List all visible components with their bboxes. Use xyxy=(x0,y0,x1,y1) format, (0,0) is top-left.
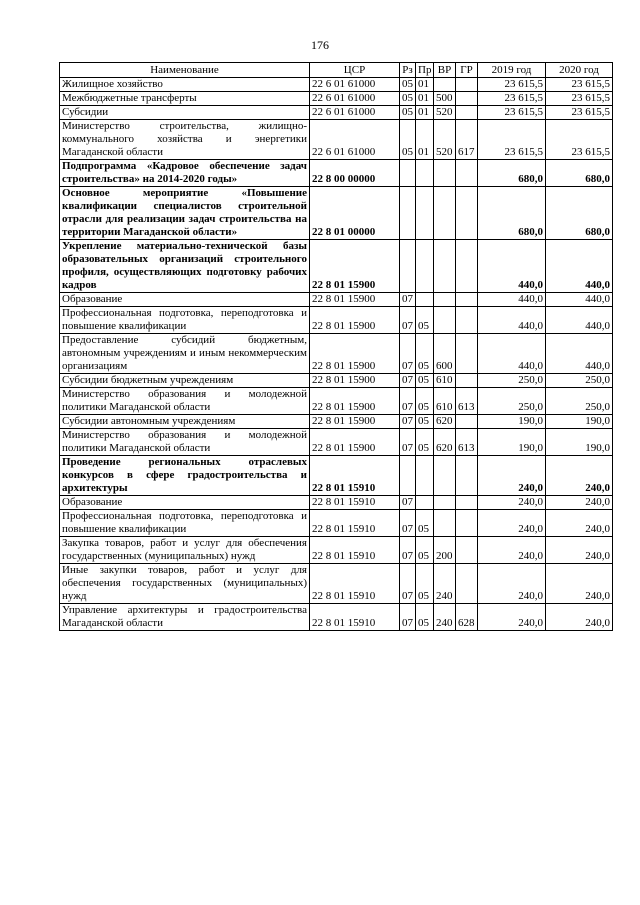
row-csr: 22 8 01 15910 xyxy=(310,510,400,537)
row-rz xyxy=(400,456,416,496)
row-2019: 240,0 xyxy=(478,564,546,604)
row-csr: 22 8 01 15900 xyxy=(310,334,400,374)
row-2019: 23 615,5 xyxy=(478,106,546,120)
row-2020: 240,0 xyxy=(546,510,613,537)
row-name: Управление архитектуры и градостроительства Магаданской области xyxy=(60,604,310,631)
row-gr xyxy=(456,564,478,604)
row-gr xyxy=(456,334,478,374)
row-2019: 440,0 xyxy=(478,240,546,293)
row-name: Предоставление субсидий бюджетным, автономным учреждениям и иным некоммерческим организациям xyxy=(60,334,310,374)
budget-table xyxy=(59,62,613,631)
row-2020: 240,0 xyxy=(546,537,613,564)
row-vr: 610 xyxy=(434,374,456,388)
row-name: Проведение региональных отраслевых конкурсов в сфере градостроительства и архитектуры xyxy=(60,456,310,496)
page-number: 176 xyxy=(311,38,329,52)
row-2020: 23 615,5 xyxy=(546,78,613,92)
table-row xyxy=(60,456,613,496)
row-2019: 440,0 xyxy=(478,334,546,374)
row-pr: 05 xyxy=(416,564,434,604)
row-vr: 200 xyxy=(434,537,456,564)
row-csr: 22 6 01 61000 xyxy=(310,92,400,106)
row-rz: 07 xyxy=(400,510,416,537)
row-name: Субсидии xyxy=(60,106,310,120)
row-csr: 22 8 01 15910 xyxy=(310,456,400,496)
header-gr: ГР xyxy=(456,63,478,78)
row-rz: 07 xyxy=(400,307,416,334)
row-csr: 22 8 01 15910 xyxy=(310,604,400,631)
row-rz: 07 xyxy=(400,334,416,374)
row-2019: 250,0 xyxy=(478,388,546,415)
table-row xyxy=(60,120,613,160)
row-vr xyxy=(434,456,456,496)
row-2020: 440,0 xyxy=(546,293,613,307)
header-vr: ВР xyxy=(434,63,456,78)
row-2019: 190,0 xyxy=(478,429,546,456)
row-vr xyxy=(434,496,456,510)
table-row xyxy=(60,240,613,293)
row-vr: 240 xyxy=(434,604,456,631)
row-2019: 240,0 xyxy=(478,604,546,631)
row-csr: 22 8 01 15910 xyxy=(310,537,400,564)
row-pr: 05 xyxy=(416,537,434,564)
table-row xyxy=(60,187,613,240)
row-2019: 680,0 xyxy=(478,187,546,240)
row-2020: 240,0 xyxy=(546,496,613,510)
table-row xyxy=(60,106,613,120)
row-pr xyxy=(416,187,434,240)
row-csr: 22 8 01 15900 xyxy=(310,374,400,388)
table-row xyxy=(60,496,613,510)
row-gr: 617 xyxy=(456,120,478,160)
row-2019: 440,0 xyxy=(478,307,546,334)
row-2019: 23 615,5 xyxy=(478,78,546,92)
row-rz xyxy=(400,240,416,293)
row-vr: 240 xyxy=(434,564,456,604)
row-2019: 240,0 xyxy=(478,510,546,537)
row-rz: 05 xyxy=(400,78,416,92)
row-2020: 680,0 xyxy=(546,160,613,187)
table-row xyxy=(60,78,613,92)
row-2020: 440,0 xyxy=(546,307,613,334)
row-csr: 22 8 01 15900 xyxy=(310,307,400,334)
row-gr xyxy=(456,374,478,388)
row-gr xyxy=(456,240,478,293)
header-name: Наименование xyxy=(60,63,310,78)
row-pr: 05 xyxy=(416,604,434,631)
table-row xyxy=(60,334,613,374)
row-gr xyxy=(456,456,478,496)
row-csr: 22 8 01 15910 xyxy=(310,496,400,510)
table-row xyxy=(60,374,613,388)
header-rz: Рз xyxy=(400,63,416,78)
row-2019: 680,0 xyxy=(478,160,546,187)
row-name: Подпрограмма «Кадровое обеспечение задач строительства» на 2014-2020 годы» xyxy=(60,160,310,187)
row-rz: 07 xyxy=(400,564,416,604)
row-pr: 05 xyxy=(416,374,434,388)
row-gr xyxy=(456,106,478,120)
row-name: Министерство строительства, жилищно-коммунального хозяйства и энергетики Магаданской области xyxy=(60,120,310,160)
row-pr: 05 xyxy=(416,307,434,334)
row-name: Образование xyxy=(60,496,310,510)
row-csr: 22 8 01 15900 xyxy=(310,388,400,415)
row-vr xyxy=(434,78,456,92)
row-pr: 05 xyxy=(416,415,434,429)
row-pr: 05 xyxy=(416,510,434,537)
row-rz xyxy=(400,187,416,240)
row-gr xyxy=(456,537,478,564)
row-csr: 22 6 01 61000 xyxy=(310,78,400,92)
row-2019: 23 615,5 xyxy=(478,92,546,106)
table-row xyxy=(60,307,613,334)
row-rz: 05 xyxy=(400,106,416,120)
header-2020: 2020 год xyxy=(546,63,613,78)
row-gr xyxy=(456,307,478,334)
row-pr: 05 xyxy=(416,334,434,374)
row-name: Министерство образования и молодежной политики Магаданской области xyxy=(60,429,310,456)
row-2020: 250,0 xyxy=(546,374,613,388)
row-rz xyxy=(400,160,416,187)
table-row xyxy=(60,429,613,456)
row-gr xyxy=(456,92,478,106)
row-2020: 680,0 xyxy=(546,187,613,240)
row-2020: 23 615,5 xyxy=(546,120,613,160)
row-csr: 22 8 01 15900 xyxy=(310,429,400,456)
row-2019: 250,0 xyxy=(478,374,546,388)
row-csr: 22 8 00 00000 xyxy=(310,160,400,187)
row-vr: 520 xyxy=(434,120,456,160)
row-gr xyxy=(456,160,478,187)
row-name: Субсидии бюджетным учреждениям xyxy=(60,374,310,388)
row-vr: 500 xyxy=(434,92,456,106)
row-rz: 05 xyxy=(400,92,416,106)
row-csr: 22 8 01 15900 xyxy=(310,415,400,429)
row-gr xyxy=(456,187,478,240)
row-rz: 07 xyxy=(400,293,416,307)
row-2019: 240,0 xyxy=(478,537,546,564)
row-rz: 05 xyxy=(400,120,416,160)
row-2020: 190,0 xyxy=(546,429,613,456)
row-name: Закупка товаров, работ и услуг для обеспечения государственных (муниципальных) нужд xyxy=(60,537,310,564)
row-gr: 613 xyxy=(456,388,478,415)
row-2020: 23 615,5 xyxy=(546,92,613,106)
row-name: Жилищное хозяйство xyxy=(60,78,310,92)
row-2020: 240,0 xyxy=(546,564,613,604)
row-gr xyxy=(456,293,478,307)
row-pr: 05 xyxy=(416,429,434,456)
row-name: Профессиональная подготовка, переподготовка и повышение квалификации xyxy=(60,307,310,334)
row-pr: 05 xyxy=(416,388,434,415)
row-2020: 240,0 xyxy=(546,456,613,496)
row-gr xyxy=(456,510,478,537)
table-row xyxy=(60,604,613,631)
row-gr: 628 xyxy=(456,604,478,631)
row-2020: 190,0 xyxy=(546,415,613,429)
row-vr: 610 xyxy=(434,388,456,415)
row-rz: 07 xyxy=(400,429,416,456)
row-vr xyxy=(434,240,456,293)
row-csr: 22 6 01 61000 xyxy=(310,120,400,160)
row-pr: 01 xyxy=(416,120,434,160)
row-csr: 22 6 01 61000 xyxy=(310,106,400,120)
row-name: Укрепление материально-технической базы образовательных организаций строительного профиля, осуществляющих подготовку рабочих кадров xyxy=(60,240,310,293)
row-rz: 07 xyxy=(400,415,416,429)
row-gr xyxy=(456,78,478,92)
row-vr: 620 xyxy=(434,429,456,456)
row-pr xyxy=(416,240,434,293)
table-header-row xyxy=(60,63,613,78)
row-name: Основное мероприятие «Повышение квалификации специалистов строительной отрасли для реализации задач строительства на территории Магаданской области» xyxy=(60,187,310,240)
row-pr xyxy=(416,160,434,187)
table-row xyxy=(60,92,613,106)
row-name: Субсидии автономным учреждениям xyxy=(60,415,310,429)
header-2019: 2019 год xyxy=(478,63,546,78)
row-name: Образование xyxy=(60,293,310,307)
row-pr xyxy=(416,496,434,510)
table-row xyxy=(60,537,613,564)
row-csr: 22 8 01 00000 xyxy=(310,187,400,240)
row-pr: 01 xyxy=(416,92,434,106)
row-vr xyxy=(434,293,456,307)
row-name: Межбюджетные трансферты xyxy=(60,92,310,106)
row-2020: 250,0 xyxy=(546,388,613,415)
row-name: Министерство образования и молодежной политики Магаданской области xyxy=(60,388,310,415)
table-row xyxy=(60,415,613,429)
row-pr xyxy=(416,456,434,496)
header-csr: ЦСР xyxy=(310,63,400,78)
row-2019: 240,0 xyxy=(478,496,546,510)
row-name: Иные закупки товаров, работ и услуг для обеспечения государственных (муниципальных) нужд xyxy=(60,564,310,604)
row-vr: 620 xyxy=(434,415,456,429)
row-vr xyxy=(434,187,456,240)
row-pr: 01 xyxy=(416,106,434,120)
row-rz: 07 xyxy=(400,537,416,564)
table-row xyxy=(60,388,613,415)
row-csr: 22 8 01 15910 xyxy=(310,564,400,604)
table-body xyxy=(60,78,613,631)
row-vr: 600 xyxy=(434,334,456,374)
row-csr: 22 8 01 15900 xyxy=(310,240,400,293)
row-2020: 240,0 xyxy=(546,604,613,631)
row-pr: 01 xyxy=(416,78,434,92)
row-rz: 07 xyxy=(400,374,416,388)
row-vr: 520 xyxy=(434,106,456,120)
row-vr xyxy=(434,307,456,334)
row-rz: 07 xyxy=(400,496,416,510)
row-rz: 07 xyxy=(400,604,416,631)
row-2020: 440,0 xyxy=(546,240,613,293)
row-2019: 240,0 xyxy=(478,456,546,496)
row-name: Профессиональная подготовка, переподготовка и повышение квалификации xyxy=(60,510,310,537)
table-row xyxy=(60,510,613,537)
header-pr: Пр xyxy=(416,63,434,78)
row-2019: 440,0 xyxy=(478,293,546,307)
row-gr xyxy=(456,415,478,429)
row-vr xyxy=(434,160,456,187)
table-row xyxy=(60,564,613,604)
row-csr: 22 8 01 15900 xyxy=(310,293,400,307)
row-rz: 07 xyxy=(400,388,416,415)
row-pr xyxy=(416,293,434,307)
row-vr xyxy=(434,510,456,537)
row-2020: 440,0 xyxy=(546,334,613,374)
row-2020: 23 615,5 xyxy=(546,106,613,120)
row-gr xyxy=(456,496,478,510)
row-gr: 613 xyxy=(456,429,478,456)
table-row xyxy=(60,160,613,187)
row-2019: 190,0 xyxy=(478,415,546,429)
row-2019: 23 615,5 xyxy=(478,120,546,160)
table-row xyxy=(60,293,613,307)
